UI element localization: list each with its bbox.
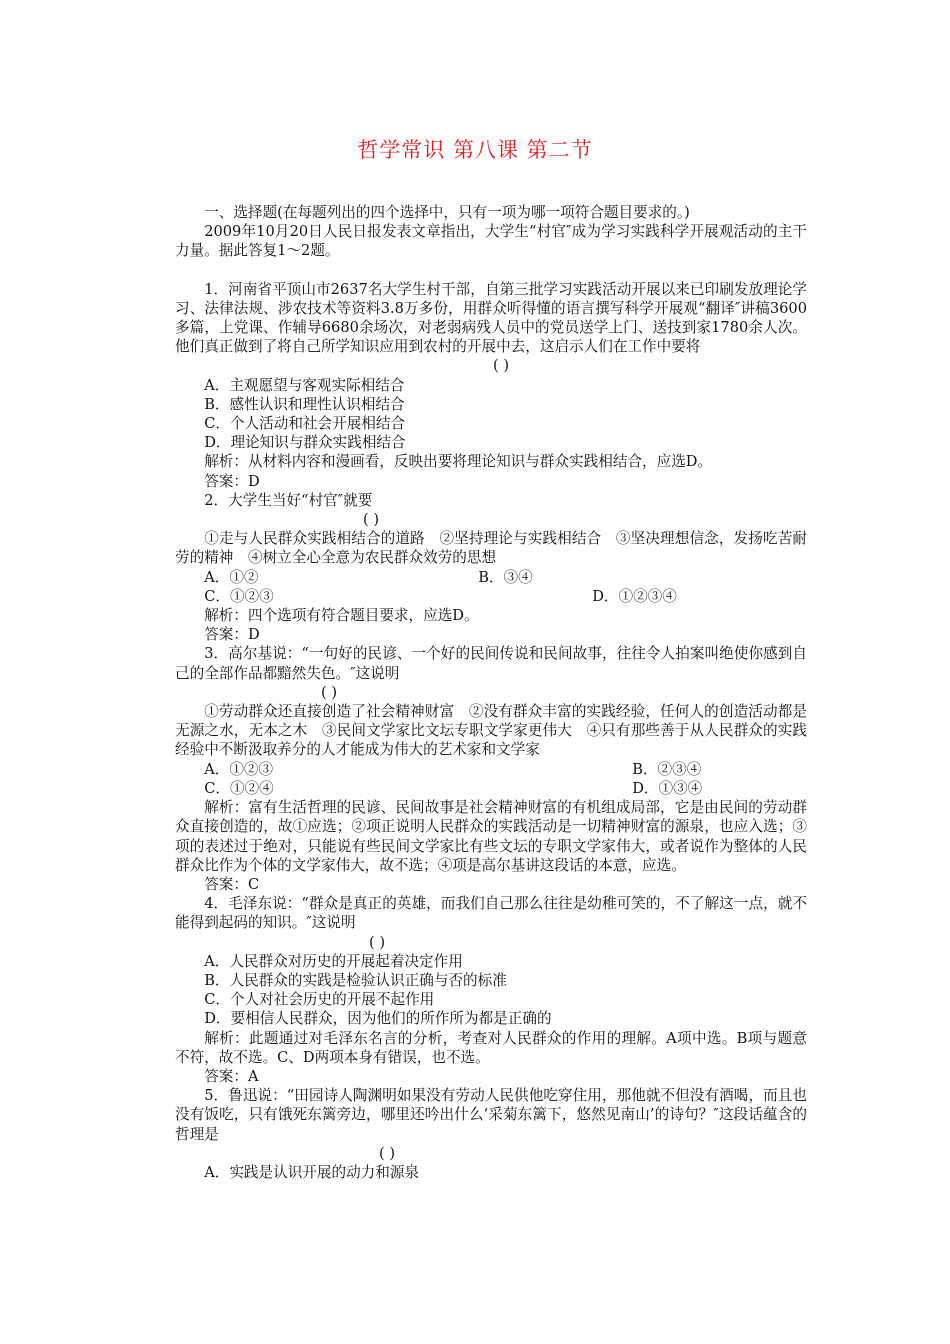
q2-options-row-1 bbox=[175, 568, 807, 587]
q1-stem: 1．河南省平顶山市2637名大学生村干部，自第三批学习实践活动开展以来已印刷发放理论学习、法律法规、涉农技术等资料3.8万多份，用群众听得懂的语言撰写科学开展观“翻译″讲稿3600多篇，上党课、作辅导6680余场次，对老弱病残人员中的党员送学上门、送技到家1780余人次。他们真正做到了将自己所学知识应用到农村的开展中去，这启示人们在工作中要将 bbox=[175, 280, 807, 356]
q2-items: ①走与人民群众实践相结合的道路 ②坚持理论与实践相结合 ③坚决理想信念，发扬吃苦耐劳的精神 ④树立全心全意为农民群众效劳的思想 bbox=[175, 530, 807, 567]
q3-options-row-1 bbox=[175, 760, 807, 779]
page-title: 哲学常识 第八课 第二节 bbox=[357, 138, 593, 162]
q2-option-a: A．①② bbox=[204, 568, 259, 586]
q1-answer: 答案：D bbox=[204, 472, 260, 490]
q3-option-d: D．①③④ bbox=[632, 779, 703, 797]
q4-option-b: B．人民群众的实践是检验认识正确与否的标准 bbox=[204, 971, 507, 989]
q4-option-c: C．个人对社会历史的开展不起作用 bbox=[204, 991, 435, 1009]
q4-stem: 4．毛泽东说：“群众是真正的英雄，而我们自己那么往往是幼稚可笑的，不了解这一点，就不能得到起码的知识。″这说明 bbox=[175, 895, 807, 932]
q1-option-c: C．个人活动和社会开展相结合 bbox=[204, 415, 406, 433]
q2-option-d: D．①②③④ bbox=[592, 587, 677, 605]
q3-analysis: 解析：富有生活哲理的民谚、民间故事是社会精神财富的有机组成局部，它是由民间的劳动群众直接创造的，故①应选；②项正说明人民群众的实践活动是一切精神财富的源泉，也应入选；③项的表述过于绝对，只能说有些民间文学家比有些文坛的专职文学家伟大，或者说作为整体的人民群众比作为个体的文学家伟大，故不选；④项是高尔基讲这段话的本意，应选。 bbox=[175, 799, 807, 874]
q3-options-row-2 bbox=[175, 779, 807, 798]
q4-analysis: 解析：此题通过对毛泽东名言的分析，考查对人民群众的作用的理解。A项中选。B项与题意不符，故不选。C、D两项本身有错误，也不选。 bbox=[175, 1029, 807, 1066]
q4-answer-blank: ( ) bbox=[369, 933, 386, 951]
q4-option-a: A．人民群众对历史的开展起着决定作用 bbox=[204, 952, 463, 970]
q4-answer: 答案：A bbox=[204, 1067, 259, 1085]
q1-answer-blank: ( ) bbox=[493, 357, 510, 375]
q3-option-c: C．①②④ bbox=[204, 779, 274, 797]
intro-paragraph: 2009年10月20日人民日报发表文章指出，大学生“村官″成为学习实践科学开展观活动的主干力量。据此答复1～2题。 bbox=[175, 223, 807, 260]
q3-answer-blank: ( ) bbox=[321, 683, 338, 701]
q4-option-d: D．要相信人民群众，因为他们的所作所为都是正确的 bbox=[204, 1010, 552, 1028]
q3-items: ①劳动群众还直接创造了社会精神财富 ②没有群众丰富的实践经验，任何人的创造活动都是无源之水，无本之木 ③民间文学家比文坛专职文学家更伟大 ④只有那些善于从人民群众的实践经验中不断汲取养分的人才能成为伟大的艺术家和文学家 bbox=[175, 703, 807, 759]
q1-analysis: 解析：从材料内容和漫画看，反映出要将理论知识与群众实践相结合，应选D。 bbox=[204, 453, 713, 471]
q2-option-c: C．①②③ bbox=[204, 587, 274, 605]
q1-option-d: D．理论知识与群众实践相结合 bbox=[204, 434, 406, 452]
q2-analysis: 解析：四个选项有符合题目要求，应选D。 bbox=[204, 607, 479, 625]
q2-stem: 2．大学生当好“村官″就要 bbox=[204, 491, 373, 509]
document-body bbox=[175, 203, 807, 1182]
section-heading: 一、选择题(在每题列出的四个选择中，只有一项为哪一项符合题目要求的。) bbox=[204, 204, 690, 221]
q5-answer-blank: ( ) bbox=[379, 1144, 396, 1162]
q5-option-a: A．实践是认识开展的动力和源泉 bbox=[204, 1163, 420, 1181]
q3-answer: 答案：C bbox=[204, 875, 260, 893]
q1-option-b: B．感性认识和理性认识相结合 bbox=[204, 395, 405, 413]
q2-answer-blank: ( ) bbox=[363, 511, 380, 529]
q2-option-b: B．③④ bbox=[478, 568, 533, 586]
q3-option-a: A．①②③ bbox=[204, 760, 274, 778]
q1-option-a: A．主观愿望与客观实际相结合 bbox=[204, 376, 405, 394]
q3-stem: 3．高尔基说：“一句好的民谚、一个好的民间传说和民间故事，往往令人拍案叫绝使你感到自己的全部作品都黯然失色。″这说明 bbox=[175, 645, 807, 682]
q2-answer: 答案：D bbox=[204, 626, 260, 644]
q3-option-b: B．②③④ bbox=[632, 760, 702, 778]
q2-options-row-2 bbox=[175, 587, 807, 606]
q5-stem: 5．鲁迅说：“田园诗人陶渊明如果没有劳动人民供他吃穿住用，那他就不但没有酒喝，而且也没有饭吃，只有饿死东篱旁边，哪里还吟出什么‘采菊东篱下，悠然见南山’的诗句？″这段话蕴含的哲理是 bbox=[175, 1087, 807, 1143]
